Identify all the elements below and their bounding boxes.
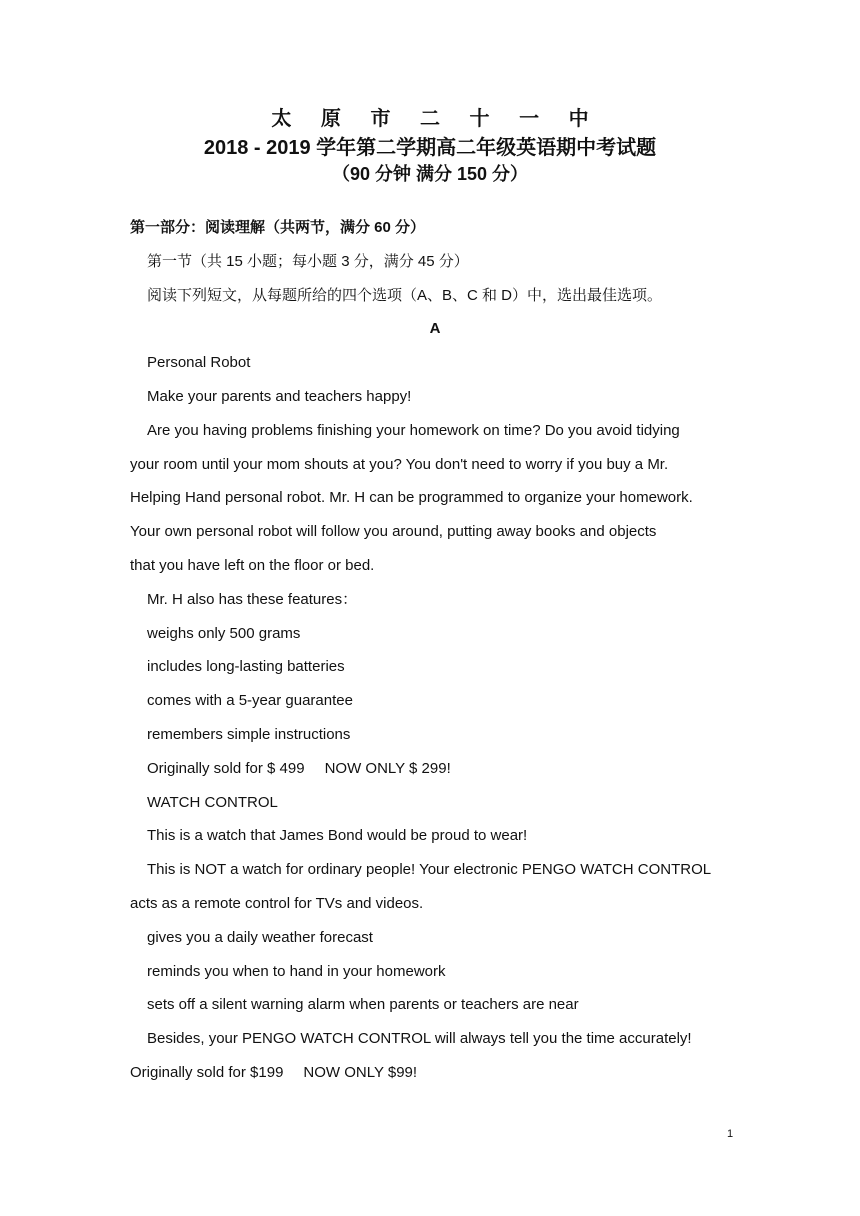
robot-desc-line: that you have left on the floor or bed. — [130, 556, 375, 574]
watch-feature: gives you a daily weather forecast — [147, 928, 373, 946]
passage-label: A — [429, 320, 441, 338]
robot-features-intro: Mr. H also has these features： — [147, 590, 358, 608]
robot-price-new: NOW ONLY $ 299! — [324, 759, 451, 777]
watch-desc-line: This is NOT a watch for ordinary people! Your electronic PENGO WATCH CONTROL — [147, 861, 712, 879]
instruction-text: 阅读下列短文，从每题所给的四个选项（A、B、C 和 D）中，选出最佳选项。 — [147, 286, 663, 304]
robot-feature: remembers simple instructions — [147, 725, 351, 743]
watch-closing: Besides, your PENGO WATCH CONTROL will always tell you the time accurately! — [147, 1030, 692, 1048]
robot-feature: weighs only 500 grams — [147, 624, 301, 642]
robot-price — [130, 752, 740, 786]
robot-desc-line: Are you having problems finishing your homework on time? Do you avoid tidying — [147, 421, 680, 439]
watch-desc-line: acts as a remote control for TVs and videos. — [130, 894, 424, 912]
watch-price-old: Originally sold for $199 — [130, 1063, 284, 1081]
robot-feature: includes long-lasting batteries — [147, 658, 345, 676]
watch-price — [130, 1056, 740, 1090]
section-heading: 第一节（共 15 小题；每小题 3 分，满分 45 分） — [147, 252, 469, 270]
watch-slogan: This is a watch that James Bond would be proud to wear! — [147, 827, 528, 845]
page-number: 1 — [726, 1128, 734, 1140]
part-heading: 第一部分：阅读理解（共两节，满分 60 分） — [130, 219, 426, 236]
robot-slogan: Make your parents and teachers happy! — [147, 387, 412, 405]
exam-subtitle: （90 分钟 满分 150 分） — [331, 164, 529, 184]
watch-price-new: NOW ONLY $99! — [303, 1063, 418, 1081]
watch-title: WATCH CONTROL — [147, 793, 278, 811]
exam-title: 2018 - 2019 学年第二学期高二年级英语期中考试题 — [203, 137, 657, 159]
robot-desc-line: Your own personal robot will follow you around, putting away books and objects — [130, 523, 657, 541]
school-name: 太 原 市 二 十 一 中 — [271, 108, 601, 130]
robot-price-old: Originally sold for $ 499 — [147, 759, 305, 777]
watch-feature: reminds you when to hand in your homework — [147, 962, 446, 980]
robot-title: Personal Robot — [147, 354, 251, 372]
robot-desc-line: Helping Hand personal robot. Mr. H can be programmed to organize your homework. — [130, 489, 693, 507]
robot-desc-line: your room until your mom shouts at you? You don't need to worry if you buy a Mr. — [130, 455, 669, 473]
robot-feature: comes with a 5-year guarantee — [147, 692, 353, 710]
watch-feature: sets off a silent warning alarm when parents or teachers are near — [147, 996, 579, 1014]
exam-body — [130, 211, 740, 1090]
